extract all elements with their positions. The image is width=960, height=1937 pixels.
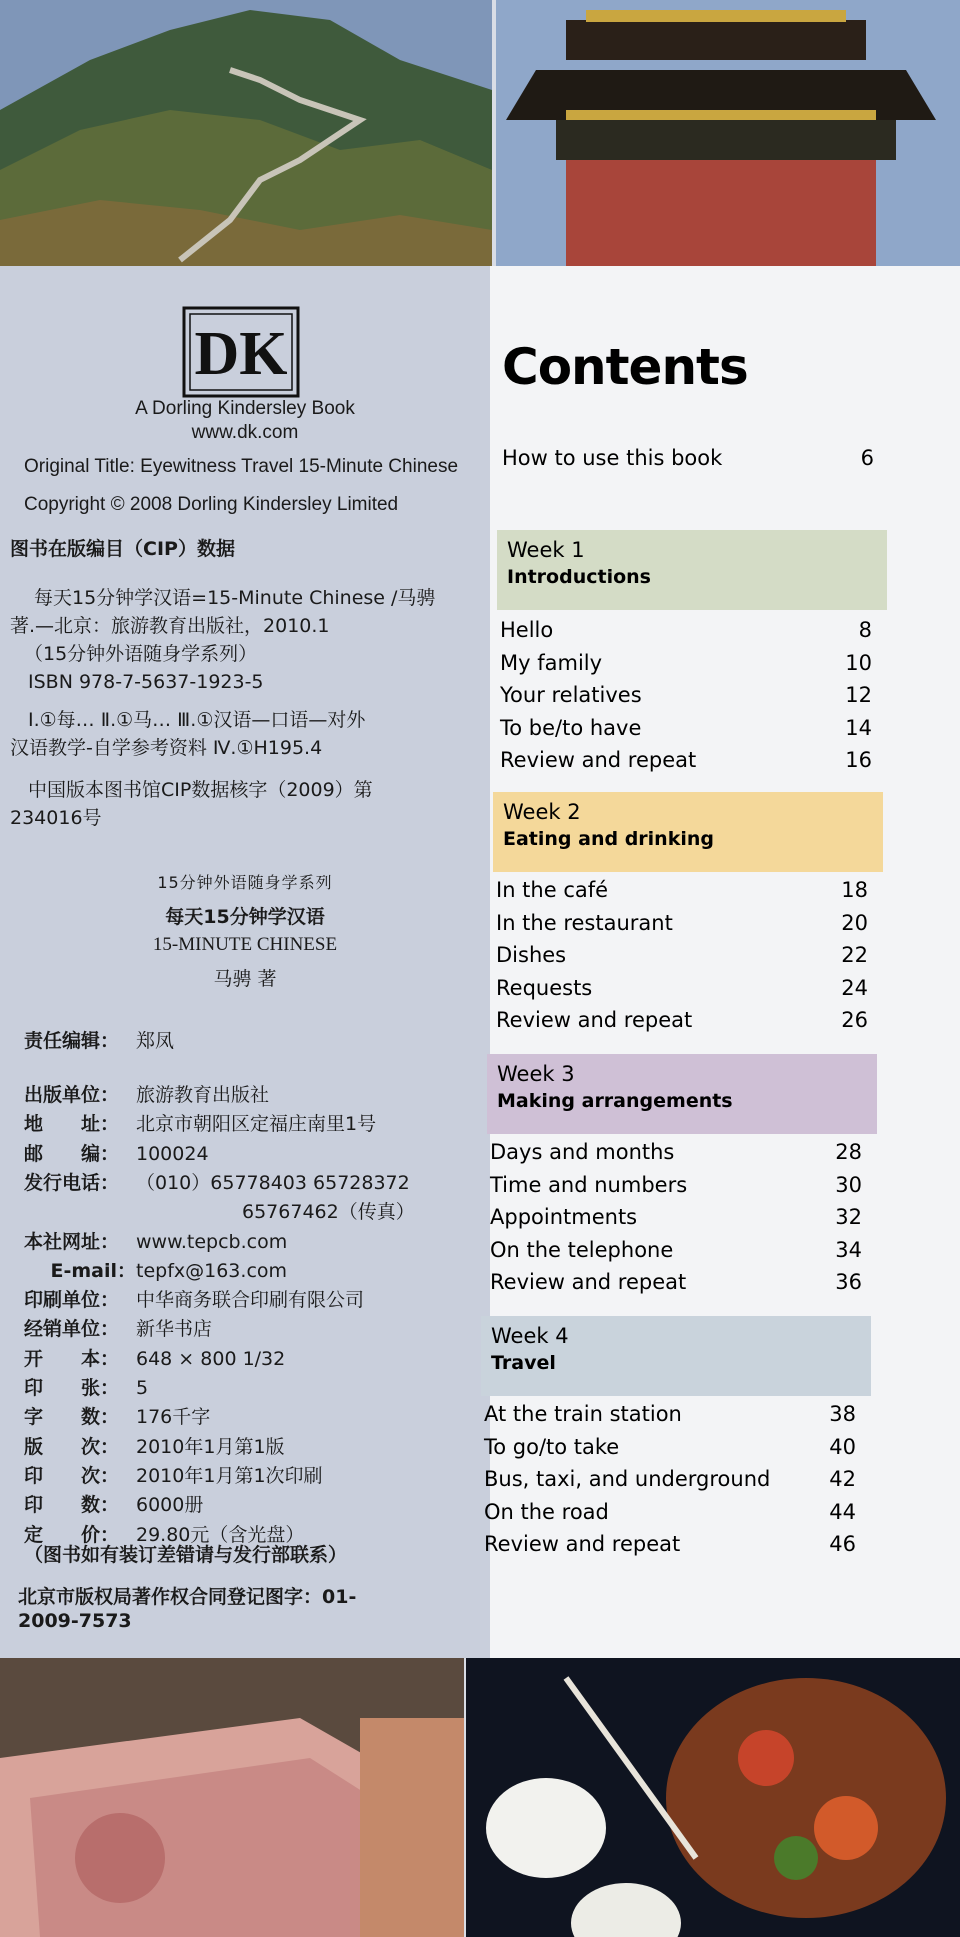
toc-entry[interactable] xyxy=(490,1140,862,1164)
toc-entry[interactable] xyxy=(496,911,868,935)
info-label: 地 址： xyxy=(24,1113,120,1136)
toc-entry-label: Review and repeat xyxy=(496,1008,693,1033)
toc-entry-page: 12 xyxy=(845,683,872,708)
toc-entry[interactable] xyxy=(496,943,868,967)
toc-entry[interactable] xyxy=(500,748,872,772)
toc-entry-label: On the road xyxy=(484,1499,609,1524)
info-value: 6000册 xyxy=(136,1494,204,1517)
toc-entry[interactable] xyxy=(500,618,872,642)
toc-entry-label: Hello xyxy=(500,618,554,642)
info-row xyxy=(24,1197,415,1224)
toc-entry-page: 22 xyxy=(841,943,868,968)
series-name: 15分钟外语随身学系列 xyxy=(157,873,333,892)
toc-entry-page: 10 xyxy=(845,650,872,675)
editor-row xyxy=(24,1026,174,1053)
toc-entry-label: Days and months xyxy=(490,1140,675,1164)
publisher-website: www.dk.com xyxy=(191,422,299,443)
week-topic: Eating and drinking xyxy=(503,828,714,850)
toc-entry-label: Time and numbers xyxy=(490,1172,688,1197)
cip-heading: 图书在版编目（CIP）数据 xyxy=(10,538,235,560)
info-row xyxy=(24,1285,364,1312)
week-header-3 xyxy=(487,1054,877,1134)
info-row xyxy=(24,1461,323,1488)
toc-entry-page: 38 xyxy=(829,1402,856,1426)
info-value: 176千字 xyxy=(136,1406,211,1429)
toc-entry[interactable] xyxy=(500,651,872,675)
toc-entry-page: 34 xyxy=(835,1237,862,1262)
cip-text: Ⅰ.①每… Ⅱ.①马… Ⅲ.①汉语—口语—对外 xyxy=(28,709,366,731)
dk-logo-text: DK xyxy=(194,320,288,388)
binding-notice: （图书如有装订差错请与发行部联系） xyxy=(24,1544,348,1566)
info-label: 开 本： xyxy=(24,1347,120,1370)
toc-entry-page: 44 xyxy=(829,1499,856,1524)
info-value: 新华书店 xyxy=(136,1318,213,1341)
toc-entry-intro[interactable] xyxy=(502,446,874,470)
book-title-en: 15-MINUTE CHINESE xyxy=(152,934,338,955)
toc-entry-label: Bus, taxi, and underground xyxy=(484,1467,771,1492)
info-value: 北京市朝阳区定福庄南里1号 xyxy=(136,1113,377,1136)
info-value: 29.80元（含光盘） xyxy=(136,1523,305,1546)
contents-title: Contents xyxy=(502,338,748,396)
great-wall-photo xyxy=(0,0,492,266)
info-label: 版 次： xyxy=(24,1435,120,1458)
info-row xyxy=(24,1256,287,1283)
week-topic: Introductions xyxy=(507,566,651,588)
info-row xyxy=(24,1490,203,1517)
toc-entry-page: 36 xyxy=(835,1270,862,1295)
info-row xyxy=(24,1373,148,1400)
toc-entry-page: 28 xyxy=(835,1140,862,1164)
info-value: 2010年1月第1次印刷 xyxy=(136,1464,323,1487)
toc-entry[interactable] xyxy=(490,1173,862,1197)
toc-entry[interactable] xyxy=(490,1205,862,1229)
info-row xyxy=(24,1168,410,1195)
copyright-line: Copyright © 2008 Dorling Kindersley Limited xyxy=(24,494,399,515)
week-number: Week 2 xyxy=(503,800,581,824)
week-header-2 xyxy=(493,792,883,872)
toc-entry-label: In the restaurant xyxy=(496,910,673,935)
toc-entry[interactable] xyxy=(496,976,868,1000)
info-label: 邮 编： xyxy=(24,1142,120,1165)
toc-entry[interactable] xyxy=(496,1008,868,1032)
info-label: 经销单位： xyxy=(24,1318,120,1341)
toc-entry[interactable] xyxy=(490,1270,862,1294)
info-label: E-mail： xyxy=(50,1259,136,1282)
info-row xyxy=(24,1432,285,1459)
toc-entry-page: 42 xyxy=(829,1467,856,1492)
toc-entry-label: Your relatives xyxy=(500,683,642,708)
toc-entry-label: How to use this book xyxy=(502,446,723,470)
food-photo xyxy=(466,1658,960,1937)
week-number: Week 4 xyxy=(491,1324,569,1348)
week-topic: Making arrangements xyxy=(497,1090,733,1112)
info-label: 字 数： xyxy=(24,1406,120,1429)
toc-entry-label: My family xyxy=(500,650,603,675)
info-label: 印 张： xyxy=(24,1377,120,1399)
toc-entry-page: 16 xyxy=(845,748,872,773)
cip-paragraph-3 xyxy=(10,776,470,832)
toc-entry-page: 8 xyxy=(858,618,872,642)
info-row xyxy=(24,1314,212,1341)
toc-entry-page: 46 xyxy=(829,1532,856,1557)
toc-entry-page: 40 xyxy=(829,1434,856,1459)
week-topic: Travel xyxy=(491,1352,556,1374)
week-header-4 xyxy=(481,1316,871,1396)
toc-entry-page: 14 xyxy=(845,715,872,740)
original-title: Original Title: Eyewitness Travel 15-Minute Chinese xyxy=(24,456,459,477)
cip-text: 著.—北京：旅游教育出版社，2010.1 xyxy=(10,615,330,637)
toc-entry-page: 24 xyxy=(841,975,868,1000)
info-row xyxy=(24,1080,269,1107)
dk-logo-icon xyxy=(182,306,300,398)
info-value: 旅游教育出版社 xyxy=(136,1084,270,1106)
editor-label: 责任编辑： xyxy=(24,1030,120,1052)
toc-entry-label: Review and repeat xyxy=(490,1270,687,1295)
info-value: 648 × 800 1/32 xyxy=(136,1347,286,1370)
info-label: 本社网址： xyxy=(24,1230,120,1253)
toc-entry-page: 20 xyxy=(841,910,868,935)
cip-paragraph-2 xyxy=(10,706,470,762)
info-value: tepfx@163.com xyxy=(136,1259,288,1282)
info-label: 印 数： xyxy=(24,1494,120,1517)
toc-entry[interactable] xyxy=(496,878,868,902)
toc-entry-label: In the café xyxy=(496,878,609,902)
copyright-registration: 2009-7573 xyxy=(18,1610,132,1632)
toc-entry[interactable] xyxy=(484,1500,856,1524)
toc-entry-label: Appointments xyxy=(490,1205,638,1230)
toc-entry-page: 26 xyxy=(841,1008,868,1033)
week-number: Week 1 xyxy=(507,538,585,562)
cip-text: （15分钟外语随身学系列） xyxy=(24,643,258,665)
toc-entry-label: Review and repeat xyxy=(484,1532,681,1557)
toc-entry[interactable] xyxy=(484,1402,856,1426)
info-row xyxy=(24,1109,376,1136)
book-title-cn: 每天15分钟学汉语 xyxy=(165,906,325,928)
copyright-registration: 北京市版权局著作权合同登记图字：01- xyxy=(18,1586,357,1608)
toc-entry-label: Dishes xyxy=(496,943,567,968)
cip-text: ISBN 978-7-5637-1923-5 xyxy=(28,671,264,693)
toc-entry-page: 6 xyxy=(860,446,874,470)
toc-entry-page: 18 xyxy=(841,878,868,902)
info-value: 5 xyxy=(136,1377,149,1399)
cip-paragraph-1 xyxy=(10,584,470,696)
toc-entry-label: To be/to have xyxy=(500,715,642,740)
toc-entry[interactable] xyxy=(484,1467,856,1491)
toc-entry-page: 32 xyxy=(835,1205,862,1230)
toc-entry[interactable] xyxy=(500,683,872,707)
info-label: 印刷单位： xyxy=(24,1289,120,1312)
info-label: 发行电话： xyxy=(24,1171,120,1194)
toc-entry[interactable] xyxy=(500,716,872,740)
info-value: 100024 xyxy=(136,1142,209,1165)
info-label: 出版单位： xyxy=(24,1084,120,1106)
toc-entry[interactable] xyxy=(484,1532,856,1556)
publisher-name: A Dorling Kindersley Book xyxy=(135,398,355,419)
info-value: （010）65778403 65728372 xyxy=(136,1171,410,1194)
cip-text: 汉语教学-自学参考资料 Ⅳ.①H195.4 xyxy=(10,737,323,759)
info-value: 中华商务联合印刷有限公司 xyxy=(136,1289,365,1312)
info-row xyxy=(24,1344,285,1371)
banknotes-photo xyxy=(0,1658,464,1937)
toc-entry-label: To go/to take xyxy=(484,1434,620,1459)
info-row xyxy=(24,1227,287,1254)
week-number: Week 3 xyxy=(497,1062,575,1086)
toc-entry-label: On the telephone xyxy=(490,1237,674,1262)
cip-text: 中国版本图书馆CIP数据核字（2009）第 xyxy=(28,779,373,801)
toc-entry-label: Requests xyxy=(496,975,593,1000)
info-row xyxy=(24,1402,210,1429)
cip-text: 每天15分钟学汉语=15-Minute Chinese /马骋 xyxy=(34,587,436,609)
toc-entry[interactable] xyxy=(490,1238,862,1262)
toc-entry[interactable] xyxy=(484,1435,856,1459)
cip-text: 234016号 xyxy=(10,807,102,829)
book-author: 马骋 著 xyxy=(213,968,277,990)
toc-entry-label: Review and repeat xyxy=(500,748,697,773)
editor-value: 郑凤 xyxy=(136,1030,175,1052)
toc-entry-page: 30 xyxy=(835,1172,862,1197)
pagoda-photo xyxy=(496,0,960,266)
info-label: 印 次： xyxy=(24,1464,120,1487)
toc-entry-label: At the train station xyxy=(484,1402,682,1426)
info-value: www.tepcb.com xyxy=(136,1230,288,1253)
info-label: 定 价： xyxy=(24,1523,120,1546)
week-header-1 xyxy=(497,530,887,610)
info-row xyxy=(24,1139,209,1166)
imprint-page xyxy=(0,266,490,1658)
info-value: 2010年1月第1版 xyxy=(136,1435,285,1458)
info-value: 65767462（传真） xyxy=(242,1201,415,1224)
